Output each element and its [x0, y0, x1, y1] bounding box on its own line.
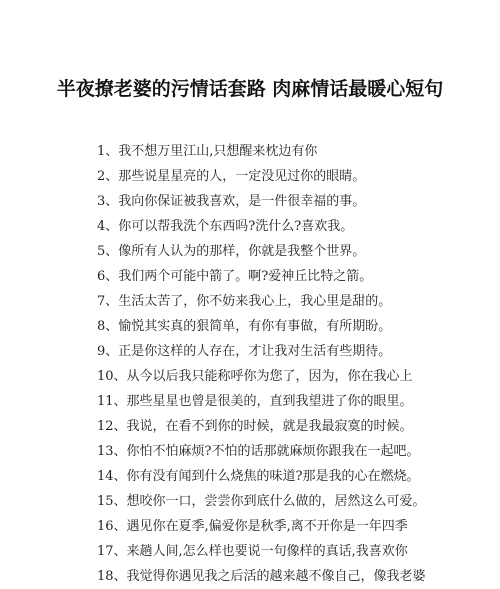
list-item: 18、我觉得你遇见我之后活的越来越不像自己，像我老婆	[97, 569, 426, 584]
list-item: 14、你有没有闻到什么烧焦的味道?那是我的心在燃烧。	[97, 469, 420, 484]
list-item: 15、想咬你一口，尝尝你到底什么做的，居然这么可爱。	[97, 494, 426, 509]
list-item: 8、愉悦其实真的狠简单，有你有事做，有所期盼。	[97, 319, 392, 334]
list-item: 5、像所有人认为的那样，你就是我整个世界。	[97, 244, 366, 259]
sweet-words-list	[97, 139, 497, 589]
list-item: 16、遇见你在夏季,偏爱你是秋季,离不开你是一年四季	[97, 519, 408, 534]
list-item: 13、你怕不怕麻烦?不怕的话那就麻烦你跟我在一起吧。	[97, 444, 420, 459]
list-item: 10、从今以后我只能称呼你为您了，因为，你在我心上	[97, 369, 413, 384]
list-item: 9、正是你这样的人存在，才让我对生活有些期待。	[97, 344, 392, 359]
list-item: 4、你可以帮我洗个东西吗?洗什么?喜欢我。	[97, 219, 354, 234]
list-item: 3、我向你保证被我喜欢，是一件很幸福的事。	[97, 194, 366, 209]
list-item: 7、生活太苦了，你不妨来我心上，我心里是甜的。	[97, 294, 392, 309]
list-item: 17、来趟人间,怎么样也要说一句像样的真话,我喜欢你	[97, 544, 408, 559]
list-item: 6、我们两个可能中箭了。啊?爱神丘比特之箭。	[97, 269, 373, 284]
list-item: 1、我不想万里江山,只想醒来枕边有你	[97, 144, 318, 159]
list-item: 11、那些星星也曾是很美的，直到我望进了你的眼里。	[97, 394, 413, 409]
article-title: 半夜撩老婆的污情话套路 肉麻情话最暖心短句	[56, 78, 444, 100]
list-item: 2、那些说星星亮的人，一定没见过你的眼睛。	[97, 169, 366, 184]
list-item: 12、我说，在看不到你的时候，就是我最寂寞的时候。	[97, 419, 413, 434]
